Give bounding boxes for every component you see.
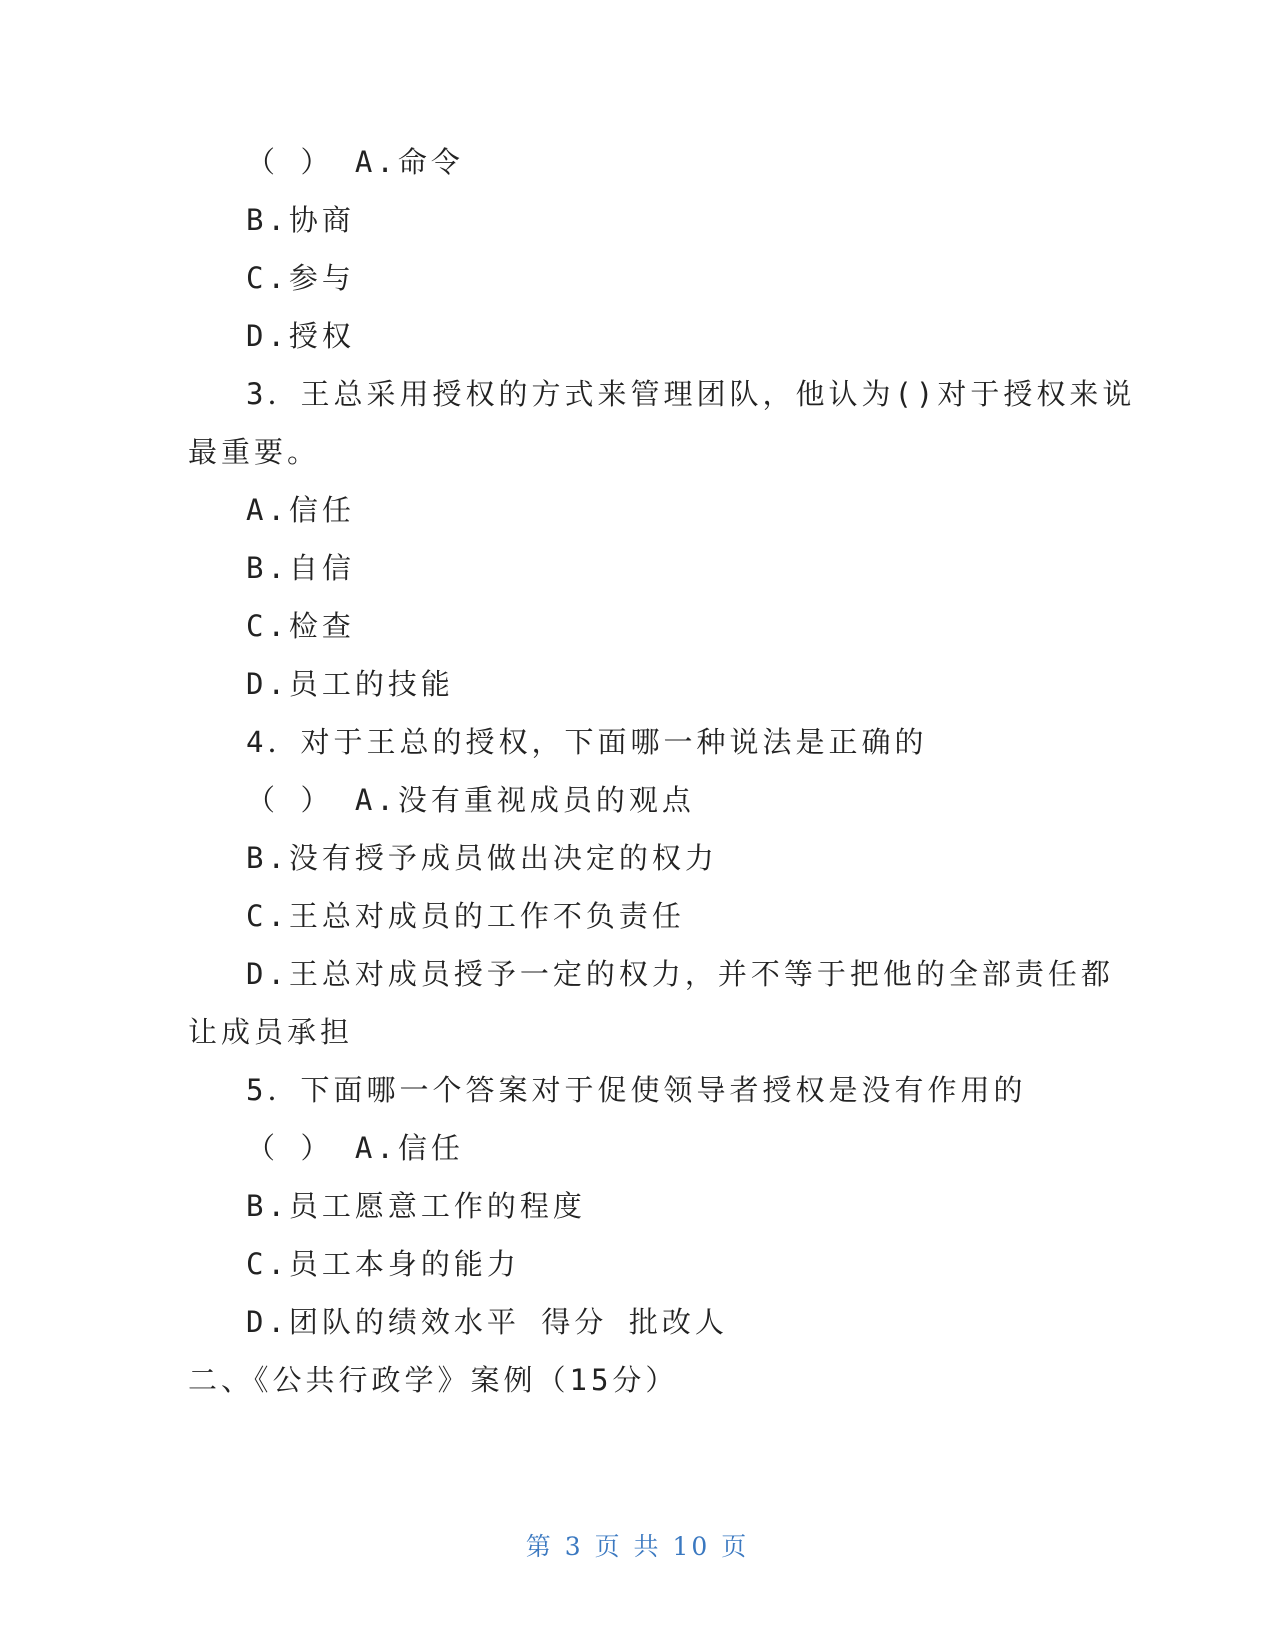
question-5-blank-and-option-a: （ ） A.信任 bbox=[246, 1131, 464, 1165]
question-5-option-d-with-score-grader: D.团队的绩效水平 得分 批改人 bbox=[246, 1305, 728, 1339]
question-4-option-b: B.没有授予成员做出决定的权力 bbox=[246, 841, 718, 875]
question-2-option-b: B.协商 bbox=[246, 203, 355, 237]
question-2-option-d: D.授权 bbox=[246, 319, 355, 353]
page-number-footer: 第 3 页 共 10 页 bbox=[525, 1532, 750, 1561]
question-4-blank-and-option-a: （ ） A.没有重视成员的观点 bbox=[246, 783, 695, 817]
question-3-stem: 3．王总采用授权的方式来管理团队，他认为()对于授权来说 bbox=[246, 377, 1136, 411]
question-3-option-c: C.检查 bbox=[246, 609, 355, 643]
question-2-option-c: C.参与 bbox=[246, 261, 355, 295]
question-4-stem: 4．对于王总的授权，下面哪一种说法是正确的 bbox=[246, 725, 928, 759]
question-3-option-a: A.信任 bbox=[246, 493, 355, 527]
question-5-option-b: B.员工愿意工作的程度 bbox=[246, 1189, 586, 1223]
question-4-option-d: D.王总对成员授予一定的权力，并不等于把他的全部责任都 bbox=[246, 957, 1114, 991]
question-5-option-c: C.员工本身的能力 bbox=[246, 1247, 520, 1281]
question-2-blank-and-option-a: （ ） A.命令 bbox=[246, 145, 464, 179]
question-4-option-c: C.王总对成员的工作不负责任 bbox=[246, 899, 685, 933]
question-4-option-d-continued: 让成员承担 bbox=[188, 1015, 354, 1049]
question-3-stem-continued: 最重要。 bbox=[188, 435, 321, 469]
question-3-option-d: D.员工的技能 bbox=[246, 667, 454, 701]
section-heading-public-administration-case: 二、《公共行政学》案例（15分） bbox=[188, 1363, 679, 1397]
question-5-stem: 5．下面哪一个答案对于促使领导者授权是没有作用的 bbox=[246, 1073, 1027, 1107]
question-3-option-b: B.自信 bbox=[246, 551, 355, 585]
